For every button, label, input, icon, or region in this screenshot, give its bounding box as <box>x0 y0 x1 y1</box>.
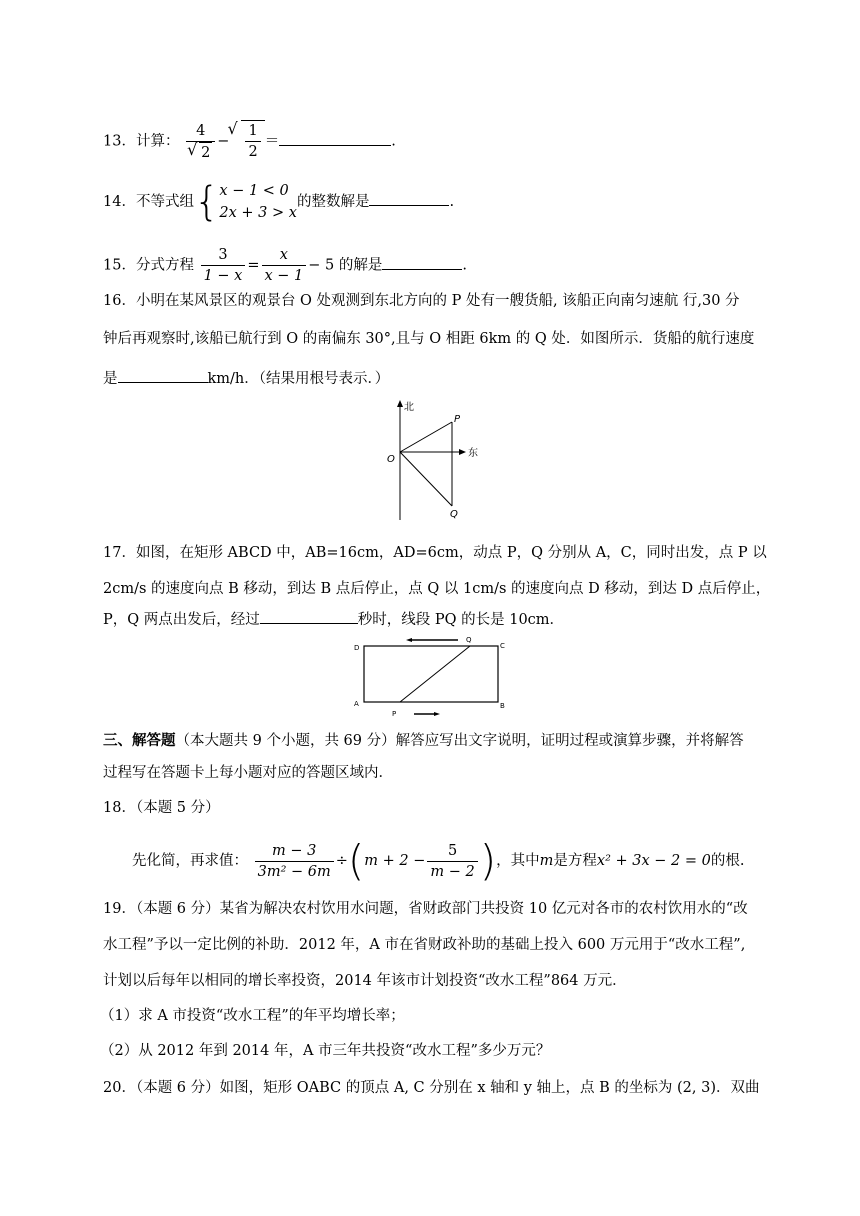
fraction-denominator: 1 − x <box>203 268 243 284</box>
question-19-sub-2: （2）从 2012 年到 2014 年，A 市三年共投资“改水工程”多少万元？ <box>100 1043 551 1059</box>
question-18-header: 18．（本题 5 分） <box>103 800 220 816</box>
equals-sign: = <box>247 257 260 274</box>
period: . <box>462 257 467 274</box>
question-14 <box>103 180 765 224</box>
right-fraction <box>262 245 307 286</box>
fraction-numerator: x <box>262 245 307 266</box>
question-number: 14． <box>103 194 136 210</box>
question-19-line-3: 计划以后每年以相同的增长率投资，2014 年该市计划投资“改水工程”864 万元． <box>103 973 627 989</box>
inner-expression: m + 2 − <box>364 853 426 869</box>
main-fraction <box>255 841 334 882</box>
fraction-numerator: 4 <box>186 121 215 142</box>
fraction-denominator <box>186 142 215 163</box>
label-P: P <box>454 414 461 425</box>
segment-OQ <box>400 452 452 506</box>
question-number: 15． <box>103 257 136 274</box>
sqrt-fraction <box>245 121 260 162</box>
variable-m: m <box>539 853 554 869</box>
period: . <box>449 194 455 210</box>
fraction-numerator: 3 <box>201 245 246 266</box>
figure-17-rectangle-diagram <box>348 632 518 722</box>
question-16-line-2: 钟后再观察时,该船已航行到 O 的南偏东 30°,且与 O 相距 6km 的 Q 处．如图所示．货船的航行速度 <box>103 331 755 347</box>
right-paren: ) <box>479 836 497 885</box>
suffix-a: ，其中 <box>496 853 540 869</box>
fraction-denominator: m − 2 <box>430 863 475 880</box>
left-paren: ( <box>347 836 365 885</box>
fraction-numerator: 5 <box>427 841 477 862</box>
label-Q: Q <box>450 509 458 520</box>
fraction-denominator: x − 1 <box>264 268 304 284</box>
question-17-line-1: 17．如图，在矩形 ABCD 中，AB=16cm，AD=6cm，动点 P，Q 分别从 A，C，同时出发，点 P 以 <box>103 545 767 561</box>
label-A: A <box>354 700 359 708</box>
fraction-numerator: m − 3 <box>255 841 334 862</box>
fraction-denominator: 3m² − 6m <box>257 863 331 880</box>
suffix-c: 的根. <box>710 853 745 869</box>
inequality-system <box>219 180 297 224</box>
east-arrow-icon <box>459 449 466 455</box>
label-P: P <box>392 710 397 718</box>
label-B: B <box>500 702 505 710</box>
question-prefix: 计算： <box>135 133 180 150</box>
division-sign: ÷ <box>335 853 348 869</box>
section-instructions: （本大题共 9 个小题，共 69 分）解答应写出文字说明，证明过程或演算步骤，并将解答 <box>175 733 744 749</box>
radicand: 2 <box>199 142 212 163</box>
rectangle-ABCD <box>364 646 498 702</box>
question-prefix: 分式方程 <box>135 257 194 274</box>
question-17-line-2: 2cm/s 的速度向点 B 移动，到达 B 点后停止，点 Q 以 1cm/s 的速度向点 D 移动，到达 D 点后停止， <box>103 581 771 597</box>
inequality-1: x − 1 < 0 <box>219 183 289 199</box>
inequality-2: 2x + 3 > x <box>219 205 297 221</box>
fraction-numerator: √ 1 <box>245 121 260 142</box>
question-20-line-1: 20．（本题 6 分）如图，矩形 OABC 的顶点 A, C 分别在 x 轴和 y 轴上，点 B 的坐标为 (2, 3)．双曲 <box>103 1080 760 1096</box>
question-19-line-2: 水工程”予以一定比例的补助．2012 年，A 市在省财政补助的基础上投入 600 万元用于“改水工程”, <box>103 937 746 953</box>
answer-blank[interactable] <box>369 189 449 206</box>
square-root <box>229 120 264 162</box>
segment-PQ <box>400 646 470 702</box>
question-number: 13． <box>103 133 136 150</box>
question-suffix: 的整数解是 <box>296 194 370 210</box>
label-north: 北 <box>404 402 414 413</box>
line-suffix: km/h．（结果用根号表示．） <box>207 371 390 387</box>
line-prefix: P，Q 两点出发后，经过 <box>103 612 260 628</box>
constant-term: − 5 <box>308 257 335 274</box>
answer-blank[interactable] <box>279 129 391 146</box>
period: . <box>391 133 396 150</box>
inner-fraction <box>427 841 477 882</box>
equation: x² + 3x − 2 = 0 <box>596 853 711 869</box>
question-16-line-1: 16．小明在某风景区的观景台 O 处观测到东北方向的 P 处有一艘货船, 该船正向南匀速航 行,30 分 <box>103 293 740 309</box>
line-suffix: 秒时，线段 PQ 的长是 10cm． <box>357 612 565 628</box>
answer-blank[interactable] <box>118 366 208 383</box>
arrow-right-icon <box>434 712 440 716</box>
question-suffix: 的解是 <box>338 257 383 274</box>
label-east: 东 <box>468 448 478 459</box>
arrow-left-icon <box>406 638 412 642</box>
fraction <box>186 121 215 163</box>
north-arrow-icon <box>397 400 403 407</box>
question-prefix: 先化简，再求值： <box>132 853 248 869</box>
minus-sign: − <box>217 133 230 150</box>
label-D: D <box>354 644 360 652</box>
section-title: 三、解答题 <box>103 732 176 749</box>
label-Q: Q <box>466 636 472 644</box>
section-3-header <box>103 730 765 752</box>
line-prefix: 是 <box>103 371 118 387</box>
question-17-line-3 <box>103 607 765 631</box>
fraction-denominator: 2 <box>248 144 258 160</box>
question-19-sub-1: （1）求 A 市投资“改水工程”的年平均增长率； <box>100 1008 405 1024</box>
brace: { <box>193 179 220 225</box>
question-15 <box>103 245 765 286</box>
question-19-line-1: 19．（本题 6 分）某省为解决农村饮用水问题，省财政部门共投资 10 亿元对各市的农村饮用水的“改 <box>103 901 748 917</box>
question-16-line-3 <box>103 366 765 390</box>
equals-sign: ＝ <box>264 133 280 150</box>
label-C: C <box>500 642 505 650</box>
answer-blank[interactable] <box>382 253 462 270</box>
answer-blank[interactable] <box>260 607 358 624</box>
question-prefix: 不等式组 <box>135 194 194 210</box>
segment-OP <box>400 422 452 452</box>
left-fraction <box>201 245 246 286</box>
question-18-body <box>132 838 765 884</box>
label-O: O <box>387 454 395 465</box>
section-instructions-line-2: 过程写在答题卡上每小题对应的答题区域内． <box>103 765 393 781</box>
question-13 <box>103 120 765 163</box>
figure-16-bearing-diagram <box>380 396 490 524</box>
suffix-b: 是方程 <box>553 853 597 869</box>
